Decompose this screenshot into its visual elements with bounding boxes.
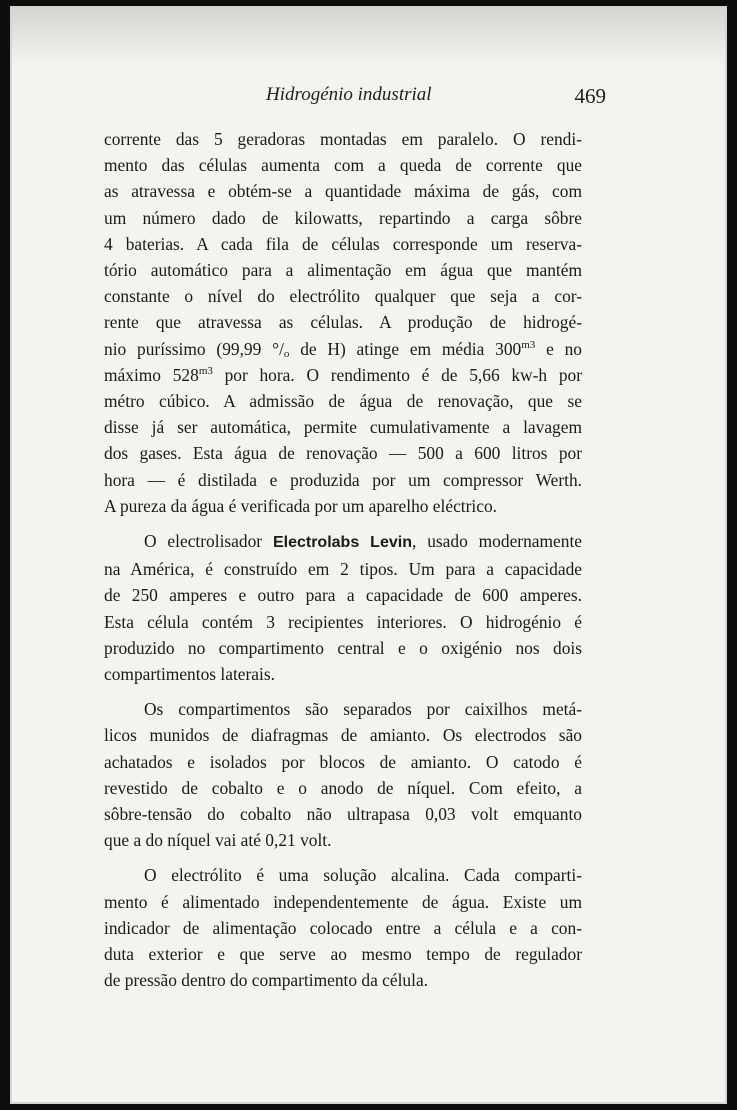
text-line: que a do níquel vai até 0,21 volt.: [104, 830, 332, 851]
text-line: O electrólito é uma solução alcalina. Cada comparti-: [144, 865, 582, 886]
body-text: [104, 126, 582, 1003]
text-line: Os compartimentos são separados por caixilhos metá-: [144, 699, 582, 720]
text-fragment: , usado modernamente: [411, 531, 582, 552]
text-fragment: por hora. O rendimento é de 5,66 kw-h por: [212, 364, 583, 385]
paragraph-1: [104, 126, 582, 519]
text-line: corrente das 5 geradoras montadas em paralelo. O rendi-: [104, 129, 582, 149]
percent-fragment: o: [283, 347, 290, 360]
text-line: mento é alimentado independentemente de água. Existe um: [104, 891, 582, 912]
text-line: [104, 362, 582, 388]
text-line: dos gases. Esta água de renovação — 500 a 600 litros por: [104, 443, 582, 464]
brand-name: Electrolabs Levin: [272, 534, 412, 552]
text-line: revestido de cobalto e o anodo de níquel. Com efeito, a: [104, 777, 582, 798]
chapter-title: Hidrogénio industrial: [266, 84, 432, 105]
text-line: métro cúbico. A admissão de água de renovação, que se: [104, 391, 582, 412]
text-line: 4 baterias. A cada fila de células corresponde um reserva-: [104, 233, 582, 254]
text-line: duta exterior e que serve ao mesmo tempo de regulador: [104, 944, 582, 965]
paragraph-2: [104, 528, 582, 687]
text-line: hora — é distilada e produzida por um compressor Werth.: [104, 469, 582, 490]
text-line: as atravessa e obtém-se a quantidade máxima de gás, com: [104, 181, 582, 202]
text-line: [104, 336, 582, 362]
text-line: compartimentos laterais.: [104, 664, 275, 685]
unit-superscript: m3: [198, 364, 213, 377]
text-line: disse já ser automática, permite cumulativamente a lavagem: [104, 417, 582, 438]
text-line: achatados e isolados por blocos de amianto. O catodo é: [104, 751, 582, 772]
text-line: constante o nível do electrólito qualquer que seja a cor-: [104, 286, 582, 307]
text-line: de pressão dentro do compartimento da célula.: [104, 970, 429, 991]
text-fragment: e no: [535, 338, 582, 359]
running-head: [266, 84, 606, 114]
text-line: Esta célula contém 3 recipientes interiores. O hidrogénio é: [104, 611, 582, 632]
text-fragment: de H) atinge em média 300: [289, 338, 522, 359]
text-line: de 250 amperes e outro para a capacidade de 600 amperes.: [104, 585, 582, 606]
text-line: rente que atravessa as células. A produção de hidrogé-: [104, 312, 582, 333]
text-line: [104, 528, 582, 556]
text-line: um número dado de kilowatts, repartindo a carga sôbre: [104, 207, 582, 228]
text-line: tório automático para a alimentação em água que mantém: [104, 260, 582, 281]
scan-shadow: [10, 6, 727, 66]
text-line: na América, é construído em 2 tipos. Um para a capacidade: [104, 559, 582, 580]
text-line: A pureza da água é verificada por um aparelho eléctrico.: [104, 495, 498, 516]
page-number: 469: [574, 84, 606, 108]
paragraph-4: [104, 862, 582, 993]
text-line: licos munidos de diafragmas de amianto. Os electrodos são: [104, 725, 582, 746]
text-fragment: máximo 528: [104, 364, 199, 385]
text-line: sôbre-tensão do cobalto não ultrapasa 0,03 volt emquanto: [104, 804, 582, 825]
text-fragment: O electrolisador: [144, 531, 273, 552]
unit-superscript: m3: [521, 338, 536, 351]
book-page: [10, 6, 727, 1104]
text-line: produzido no compartimento central e o oxigénio nos dois: [104, 637, 582, 658]
text-line: indicador de alimentação colocado entre a célula e a con-: [104, 917, 582, 938]
text-line: mento das células aumenta com a queda de corrente que: [104, 155, 582, 176]
paragraph-3: [104, 696, 582, 853]
text-fragment: nio puríssimo (99,99 °/: [104, 338, 284, 359]
